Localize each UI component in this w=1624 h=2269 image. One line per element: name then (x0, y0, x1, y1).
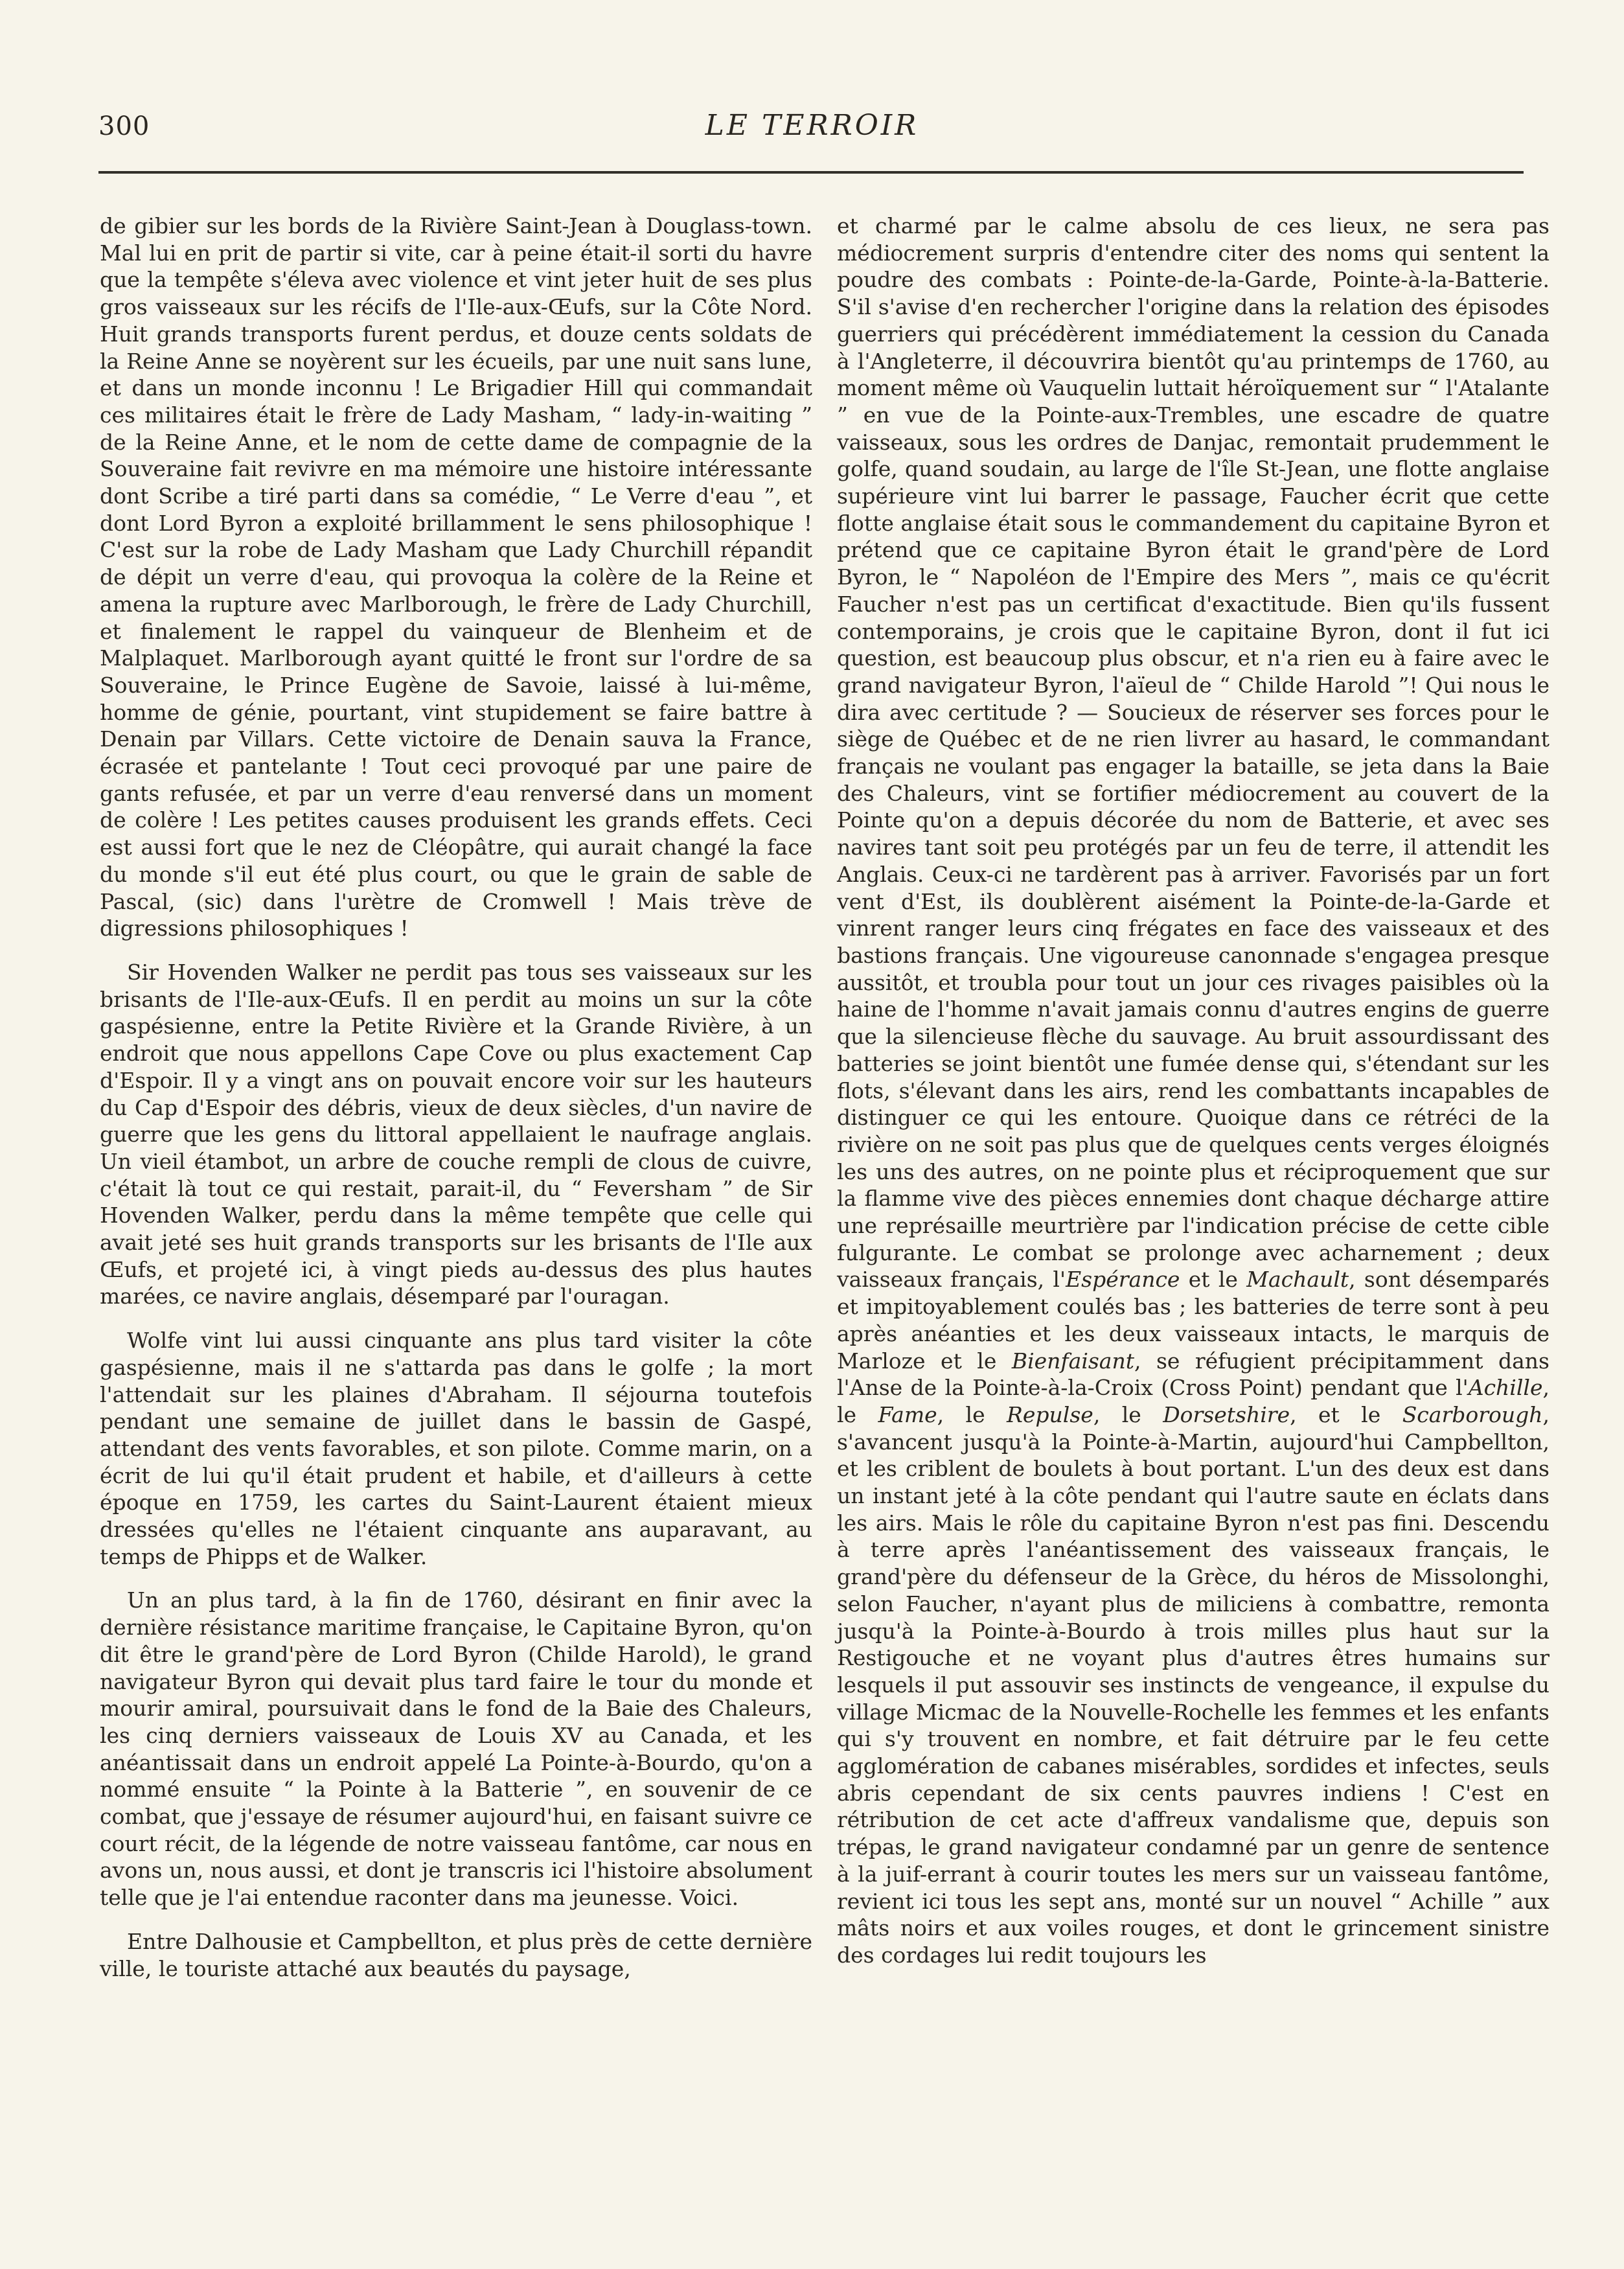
left-paragraph-4: Un an plus tard, à la fin de 1760, désirant en finir avec la dernière résistance maritime française, le Capitaine Byron, qu'on dit être le grand'père de Lord Byron (Childe Harold), le grand navigateur Byron qui devait plus tard faire le tour du monde et mourir amiral, poursuivait dans le fond de la Baie des Chaleurs, les cinq derniers vaisseaux de Louis XV au Canada, et les anéantissait dans un endroit appelé La Pointe-à-Bourdo, qu'on a nommé ensuite “ la Pointe à la Batterie ”, en souvenir de ce combat, que j'essaye de résumer aujourd'hui, en faisant suivre ce court récit, de la légende de notre vaisseau fantôme, car nous en avons un, nous aussi, et dont je transcris ici l'histoire absolument telle que je l'ai entendue raconter dans ma jeunesse. Voici. (100, 1587, 812, 1911)
ship-name-dorsetshire: Dorsetshire (1163, 1401, 1290, 1427)
right-paragraph-1 (837, 213, 1550, 1969)
left-column (100, 213, 812, 1982)
ship-name-bienfaisant: Bienfaisant (1011, 1348, 1134, 1374)
text-run: , se réfugient précipitamment dans l'Anse de la Pointe-à-la-Croix (Cross Point) pendant que l' (837, 1348, 1550, 1401)
ship-name-machault: Machault (1246, 1267, 1349, 1293)
ship-name-repulse: Repulse (1007, 1401, 1093, 1427)
left-paragraph-1: de gibier sur les bords de la Rivière Saint-Jean à Douglass-town. Mal lui en prit de partir si vite, car à peine était-il sorti du havre que la tempête s'éleva avec violence et vint jeter huit de ses plus gros vaisseaux sur les récifs de l'Ile-aux-Œufs, sur la Côte Nord. Huit grands transports furent perdus, et douze cents soldats de la Reine Anne se noyèrent sur les écueils, par une nuit sans lune, et dans un monde inconnu ! Le Brigadier Hill qui commandait ces militaires était le frère de Lady Masham, “ lady-in-waiting ” de la Reine Anne, et le nom de cette dame de compagnie de la Souveraine fait revivre en ma mémoire une histoire intéressante dont Scribe a tiré parti dans sa comédie, “ Le Verre d'eau ”, et dont Lord Byron a exploité brillamment le sens philosophique ! C'est sur la robe de Lady Masham que Lady Churchill répandit de dépit un verre d'eau, qui provoqua la colère de la Reine et amena la rupture avec Marlborough, le frère de Lady Churchill, et finalement le rappel du vainqueur de Blenheim et de Malplaquet. Marlborough ayant quitté le front sur l'ordre de sa Souveraine, le Prince Eugène de Savoie, laissé à lui-même, homme de génie, pourtant, vint stupidement se faire battre à Denain par Villars. Cette victoire de Denain sauva la France, écrasée et pantelante ! Tout ceci provoqué par une paire de gants refusée, et par un verre d'eau renversé dans un moment de colère ! Les petites causes produisent les grands effets. Ceci est aussi fort que le nez de Cléopâtre, qui aurait changé la face du monde s'il eut été plus court, ou que le grain de sable de Pascal, (sic) dans l'urètre de Cromwell ! Mais trève de digressions philosophiques ! (100, 213, 812, 941)
left-paragraph-2: Sir Hovenden Walker ne perdit pas tous ses vaisseaux sur les brisants de l'Ile-aux-Œufs. Il en perdit au moins un sur la côte gaspésienne, entre la Petite Rivière et la Grande Rivière, à un endroit que nous appellons Cape Cove ou plus exactement Cap d'Espoir. Il y a vingt ans on pouvait encore voir sur les hauteurs du Cap d'Espoir des débris, vieux de deux siècles, d'un navire de guerre que les gens du littoral appellaient le naufrage anglais. Un vieil étambot, un arbre de couche rempli de clous de cuivre, c'était là tout ce qui restait, parait-il, du “ Feversham ” de Sir Hovenden Walker, perdu dans la même tempête que celle qui avait jeté ses huit grands transports sur les brisants de l'Ile aux Œufs, et projeté ici, à vingt pieds au-dessus des plus hautes marées, ce navire anglais, désemparé par l'ouragan. (100, 959, 812, 1309)
text-run: , et le (1290, 1401, 1402, 1427)
text-run: , le (1093, 1401, 1163, 1427)
header-rule (98, 171, 1524, 174)
text-run: et charmé par le calme absolu de ces lieux, ne sera pas médiocrement surpris d'entendre citer des noms qui sentent la poudre des combats : Pointe-de-la-Garde, Pointe-à-la-Batterie. S'il s'avise d'en rechercher l'origine dans la relation des épisodes guerriers qui précédèrent immédiatement la cession du Canada à l'Angleterre, il découvrira bientôt qu'au printemps de 1760, au moment même où Vauquelin luttait héroïquement sur “ l'Atalante ” en vue de la Pointe-aux-Trembles, une escadre de quatre vaisseaux, sous les ordres de Danjac, remontait prudemment le golfe, quand soudain, au large de l'île St-Jean, une flotte anglaise supérieure vint lui barrer le passage, Faucher écrit que cette flotte anglaise était sous le commandement du capitaine Byron et prétend que ce capitaine Byron était le grand'père de Lord Byron, le “ Napoléon de l'Empire des Mers ”, mais ce qu'écrit Faucher n'est pas un certificat d'exactitude. Bien qu'ils fussent contemporains, je crois que le capitaine Byron, dont il fut ici question, est beaucoup plus obscur, et n'a rien eu à faire avec le grand navigateur Byron, l'aïeul de “ Childe Harold ”! Qui nous le dira avec certitude ? — Soucieux de réserver ses forces pour le siège de Québec et de ne rien livrer au hasard, le commandant français ne voulant pas engager la bataille, se jeta dans la Baie des Chaleurs, vint se fortifier médiocrement au couvert de la Pointe qu'on a depuis décorée du nom de Batterie, et avec ses navires tant soit peu protégés par un feu de terre, il attendit les Anglais. Ceux-ci ne tardèrent pas à arriver. Favorisés par un fort vent d'Est, ils doublèrent aisément la Pointe-de-la-Garde et vinrent ranger leurs cinq frégates en face des vaisseaux et des bastions français. Une vigoureuse canonnade s'engagea presque aussitôt, et troubla pour tout un jour ces rivages paisibles où la haine de l'homme n'avait jamais connu d'autres engins de guerre que la silencieuse flèche du sauvage. Au bruit assourdissant des batteries se joint bientôt une fumée dense qui, s'étendant sur les flots, s'élevant dans les airs, rend les combattants incapables de distinguer ce qui les entoure. Quoique dans ce rétréci de la rivière on ne soit pas plus que de quelques cents verges éloignés les uns des autres, on ne pointe plus et réciproquement que sur la flamme vive des pièces ennemies dont chaque décharge attire une représaille meurtrière par l'indication précise de cette cible fulgurante. Le combat se prolonge avec acharnement ; deux vaisseaux français, l' (837, 213, 1550, 1293)
running-title: LE TERROIR (705, 109, 919, 142)
text-run: , s'avancent jusqu'à la Pointe-à-Martin, aujourd'hui Campbellton, et les criblent de boulets à bout portant. L'un des deux est dans un instant jeté à la côte pendant qui l'autre saute en éclats dans les airs. Mais le rôle du capitaine Byron n'est pas fini. Descendu à terre après l'anéantissement des vaisseaux français, le grand'père du défenseur de la Grèce, du héros de Missolonghi, selon Faucher, n'ayant plus de miliciens à combattre, remonta jusqu'à la Pointe-à-Bourdo à trois milles plus haut sur la Restigouche et ne voyant plus d'autres êtres humains sur lesquels il put assouvir ses instincts de vengeance, il expulse du village Micmac de la Nouvelle-Rochelle les femmes et les enfants qui s'y trouvent en nombre, et fait détruire par le feu cette agglomération de cabanes misérables, sordides et infectes, seuls abris cependant de six cents pauvres indiens ! C'est en rétribution de cet acte d'affreux vandalisme que, depuis son trépas, le grand navigateur condamné par un genre de sentence à la juif-errant à courir toutes les mers sur un vaisseau fantôme, revient ici tous les sept ans, monté sur un nouvel “ Achille ” aux mâts noirs et aux voiles rouges, et dont le grincement sinistre des cordages lui redit toujours les (837, 1401, 1550, 1968)
text-run: et le (1180, 1267, 1247, 1293)
left-paragraph-5: Entre Dalhousie et Campbellton, et plus près de cette dernière ville, le touriste attaché aux beautés du paysage, (100, 1928, 812, 1981)
ship-name-fame: Fame (878, 1401, 937, 1427)
right-column (837, 213, 1550, 1969)
ship-name-esperance: Espérance (1066, 1267, 1180, 1293)
text-run: , sont désemparés et impitoyablement coulés bas ; les batteries de terre sont à peu après anéanties et les deux vaisseaux intacts, le marquis de Marloze et le (837, 1267, 1550, 1374)
text-run: , le (937, 1401, 1007, 1427)
page-number: 300 (98, 111, 150, 141)
ship-name-achille: Achille (1468, 1375, 1543, 1401)
text-run: , le (837, 1375, 1550, 1427)
left-paragraph-3: Wolfe vint lui aussi cinquante ans plus tard visiter la côte gaspésienne, mais il ne s'attarda pas dans le golfe ; la mort l'attendait sur les plaines d'Abraham. Il séjourna toutefois pendant une semaine de juillet dans le bassin de Gaspé, attendant des vents favorables, et son pilote. Comme marin, on a écrit de lui qu'il était prudent et habile, et d'ailleurs à cette époque en 1759, les cartes du Saint-Laurent étaient mieux dressées qu'elles ne l'étaient cinquante ans auparavant, au temps de Phipps et de Walker. (100, 1328, 812, 1569)
ship-name-scarborough: Scarborough (1402, 1401, 1543, 1427)
